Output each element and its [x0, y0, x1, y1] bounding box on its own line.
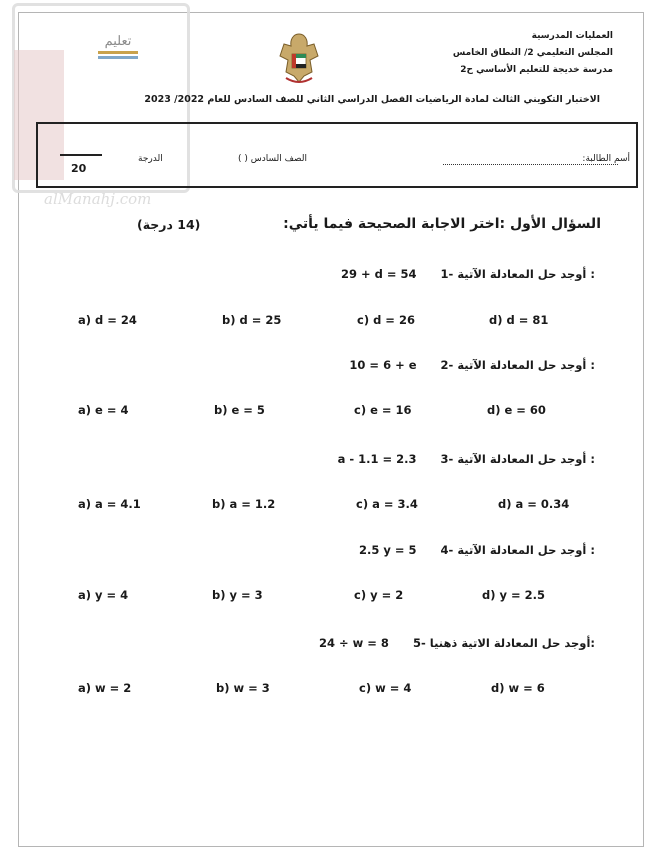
logo-bar [98, 51, 138, 54]
question-item-1 [341, 267, 595, 281]
option-b[interactable]: b) a = 1.2 [212, 497, 276, 511]
student-info-box [36, 122, 638, 188]
equation: 2.5 y = 5 [358, 543, 417, 557]
option-c[interactable]: c) a = 3.4 [356, 497, 418, 511]
option-a[interactable]: a) e = 4 [78, 403, 129, 417]
question-marks: (14 درجة) [137, 217, 201, 232]
watermark-url: alManahj.com [44, 190, 152, 208]
option-a[interactable]: a) a = 4.1 [78, 497, 141, 511]
uae-emblem-icon [276, 30, 322, 86]
class-label: الصف السادس ( ) [238, 154, 307, 164]
student-name-label: أسم الطالبة: [582, 154, 630, 164]
option-c[interactable]: c) y = 2 [354, 588, 404, 602]
student-name-field[interactable] [443, 164, 618, 165]
equation: a - 1.1 = 2.3 [337, 452, 417, 466]
equation: 10 = 6 + e [349, 358, 417, 372]
question-prompt: 1- أوجد حل المعادلة الآتية : [440, 267, 595, 281]
option-c[interactable]: c) d = 26 [357, 313, 415, 327]
question-item-3 [338, 452, 595, 466]
option-a[interactable]: a) y = 4 [78, 588, 129, 602]
option-b[interactable]: b) w = 3 [216, 681, 270, 695]
question-prompt: 2- أوجد حل المعادلة الآتية : [440, 358, 595, 372]
score-line [60, 154, 102, 156]
option-c[interactable]: c) w = 4 [359, 681, 412, 695]
question-item-2 [349, 358, 595, 372]
header-line: العمليات المدرسية [531, 31, 613, 41]
total-score: 20 [71, 162, 87, 175]
question-prompt: 5- أوجد حل المعادلة الاتية ذهنيا: [412, 636, 595, 650]
option-a[interactable]: a) w = 2 [78, 681, 132, 695]
question-heading: السؤال الأول :اختر الاجابة الصحيحة فيما يأتي: [283, 216, 601, 232]
question-prompt: 3- أوجد حل المعادلة الآتية : [440, 452, 595, 466]
option-b[interactable]: b) d = 25 [222, 313, 282, 327]
exam-title: الاختبار التكويني الثالث لمادة الرياضيات الفصل الدراسي الثاني للصف السادس للعام 2022/ 2023 [144, 94, 600, 105]
question-item-5 [319, 636, 595, 650]
equation: 24 ÷ w = 8 [319, 636, 389, 650]
grade-label: الدرجة [138, 154, 163, 164]
logo-bar [98, 56, 138, 59]
question-item-4 [359, 543, 595, 557]
option-c[interactable]: c) e = 16 [354, 403, 412, 417]
header-line: مدرسة خديجة للتعليم الأساسي ح2 [460, 65, 613, 75]
option-d[interactable]: d) a = 0.34 [498, 497, 570, 511]
watermark-logo [90, 34, 146, 74]
option-d[interactable]: d) d = 81 [489, 313, 549, 327]
option-d[interactable]: d) w = 6 [491, 681, 545, 695]
watermark-logo-text: تعليم [104, 34, 132, 49]
school-header [443, 28, 613, 79]
option-b[interactable]: b) e = 5 [214, 403, 265, 417]
question-prompt: 4- أوجد حل المعادلة الآتية : [440, 543, 595, 557]
equation: 29 + d = 54 [340, 267, 417, 281]
option-a[interactable]: a) d = 24 [78, 313, 137, 327]
option-b[interactable]: b) y = 3 [212, 588, 263, 602]
option-d[interactable]: d) e = 60 [487, 403, 546, 417]
header-line: المجلس التعليمي 2/ النطاق الخامس [452, 48, 613, 58]
option-d[interactable]: d) y = 2.5 [482, 588, 546, 602]
